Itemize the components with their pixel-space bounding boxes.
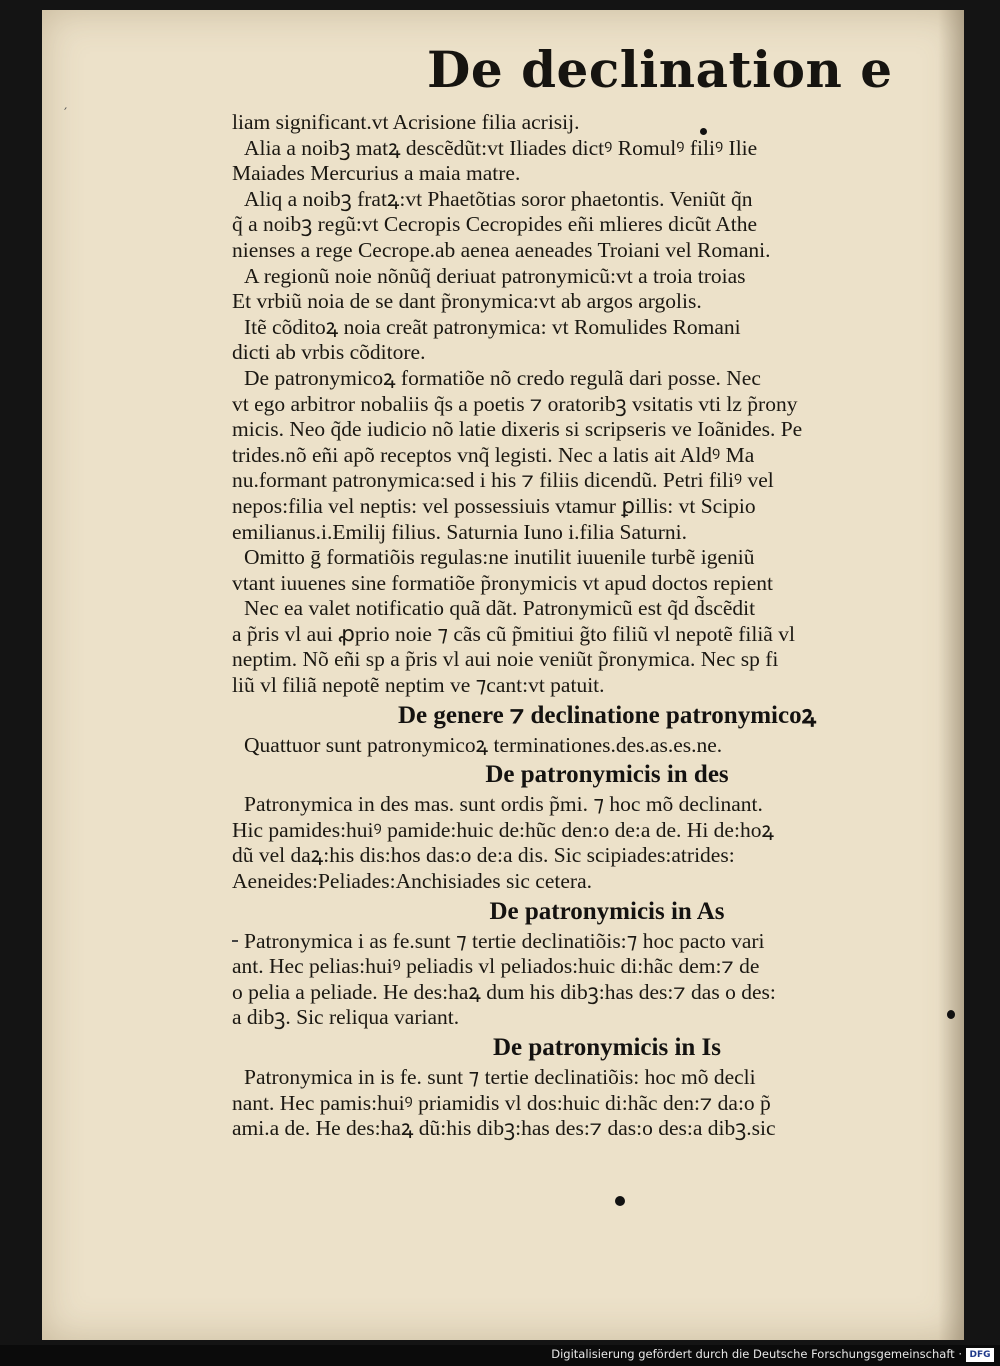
section-heading-genere: De genere ⁊ declinatione patronymicoꝝ bbox=[397, 701, 817, 729]
text-line: neptim. Nõ eñi sp a p̃ris vl aui noie veniũt p̃ronymica. Nec sp fi bbox=[232, 647, 779, 672]
section-heading-as: De patronymicis in As bbox=[489, 897, 725, 925]
text-line: Alia a noibꝫ matꝝ descẽdũt:vt Iliades dictꝰ Romulꝰ filiꝰ Ilie bbox=[244, 135, 758, 160]
section-heading-is: De patronymicis in Is bbox=[492, 1034, 722, 1061]
text-line: Et vrbiũ noia de se dant p̃ronymica:vt ab argos argolis. bbox=[232, 289, 702, 314]
text-line: vtant iuuenes sine formatiõe p̃ronymicis vt apud doctos repient bbox=[232, 570, 773, 595]
text-line: dũ vel daꝝ:his dis:hos das:o de:a dis. Sic scipiades:atrides: bbox=[232, 843, 735, 868]
ink-dot bbox=[700, 128, 707, 135]
text-line: De patronymicoꝝ formatiõe nõ credo regulã dari posse. Nec bbox=[244, 365, 761, 390]
text-line: vt ego arbitror nobaliis q̃s a poetis ⁊ oratoribꝫ vsitatis vti lz p̃rony bbox=[232, 391, 798, 416]
text-line: emilianus.i.Emilij filius. Saturnia Iuno i.filia Saturni. bbox=[232, 519, 688, 544]
text-line: o pelia a peliade. He des:haꝝ dum his dibꝫ:has des:⁊ das o des: bbox=[232, 979, 776, 1004]
text-line: Patronymica in is fe. sunt ⁊ tertie declinatiõis: hoc mõ decli bbox=[244, 1065, 756, 1089]
text-line: nepos:filia vel neptis: vel possessiuis vtamur ꝑillis: vt Scipio bbox=[232, 493, 756, 518]
text-line: liam significant.vt Acrisione filia acrisij. bbox=[232, 110, 580, 134]
text-line: q̃ a noibꝫ regũ:vt Cecropis Cecropides eñi mlieres dicũt Athe bbox=[232, 212, 758, 237]
text-line: Patronymica i as fe.sunt ⁊ tertie declinatiõis:⁊ hoc pacto vari bbox=[244, 928, 765, 953]
ink-dot bbox=[615, 1196, 625, 1206]
running-head: De declination e bbox=[427, 40, 893, 99]
text-line: Itẽ cõditoꝝ noia creãt patronymica: vt Romulides Romani bbox=[244, 314, 741, 339]
ink-mark bbox=[232, 940, 238, 942]
text-line: Patronymica in des mas. sunt ordis p̃mi. ⁊ hoc mõ declinant. bbox=[244, 792, 763, 817]
funding-credit: Digitalisierung gefördert durch die Deutsche Forschungsgemeinschaft · bbox=[551, 1347, 962, 1361]
text-line: Quattuor sunt patronymicoꝝ terminationes.des.as.es.ne. bbox=[244, 732, 723, 757]
text-line: Aeneides:Peliades:Anchisiades sic cetera. bbox=[232, 869, 592, 894]
margin-mark: ′ bbox=[64, 106, 68, 122]
text-block bbox=[232, 110, 982, 1142]
footer-bar bbox=[0, 1345, 1000, 1366]
ink-dot bbox=[947, 1010, 955, 1019]
book-page bbox=[42, 10, 964, 1340]
dfg-logo: DFG bbox=[966, 1348, 994, 1362]
text-line: dicti ab vrbis cõditore. bbox=[232, 340, 426, 365]
text-line: nant. Hec pamis:huiꝰ priamidis vl dos:huic di:hãc den:⁊ da:o p̃ bbox=[232, 1090, 771, 1115]
text-line: nienses a rege Cecrope.ab aenea aeneades Troiani vel Romani. bbox=[232, 237, 771, 262]
section-heading-des: De patronymicis in des bbox=[485, 761, 729, 789]
text-line: trides.nõ eñi apõ receptos vnq̃ legisti. Nec a latis ait Aldꝰ Ma bbox=[232, 442, 755, 467]
text-line: Omitto ḡ formatiõis regulas:ne inutilit iuuenile turbẽ igeniũ bbox=[244, 545, 755, 570]
text-line: liũ vl filiã nepotẽ neptim ve ⁊cant:vt patuit. bbox=[232, 673, 605, 698]
text-line: micis. Neo q̃de iudicio nõ latie dixeris si scripseris ve Ioãnides. Pe bbox=[232, 417, 803, 442]
text-line: ant. Hec pelias:huiꝰ peliadis vl peliados:huic di:hãc dem:⁊ de bbox=[232, 954, 760, 979]
text-line: Aliq a noibꝫ fratꝝ:vt Phaetõtias soror phaetontis. Veniũt q̃n bbox=[244, 186, 753, 211]
text-line: Maiades Mercurius a maia matre. bbox=[232, 161, 521, 186]
text-line: nu.formant patronymica:sed i his ⁊ filiis dicendũ. Petri filiꝰ vel bbox=[232, 468, 774, 493]
text-line: A regionũ noie nõnũq̃ deriuat patronymicũ:vt a troia troias bbox=[244, 263, 746, 288]
text-line: Hic pamides:huiꝰ pamide:huic de:hũc den:o de:a de. Hi de:hoꝝ bbox=[232, 817, 774, 842]
text-line: Nec ea valet notificatio quã dãt. Patronymicũ est q̃d d̃scẽdit bbox=[244, 596, 756, 621]
text-line: ami.a de. He des:haꝝ dũ:his dibꝫ:has des:⁊ das:o des:a dibꝫ.sic bbox=[232, 1116, 776, 1141]
text-line: a dibꝫ. Sic reliqua variant. bbox=[232, 1005, 460, 1030]
text-line: a p̃ris vl aui ꝓprio noie ⁊ cãs cũ p̃mitiui g̃to filiũ vl nepotẽ filiã vl bbox=[232, 621, 795, 646]
